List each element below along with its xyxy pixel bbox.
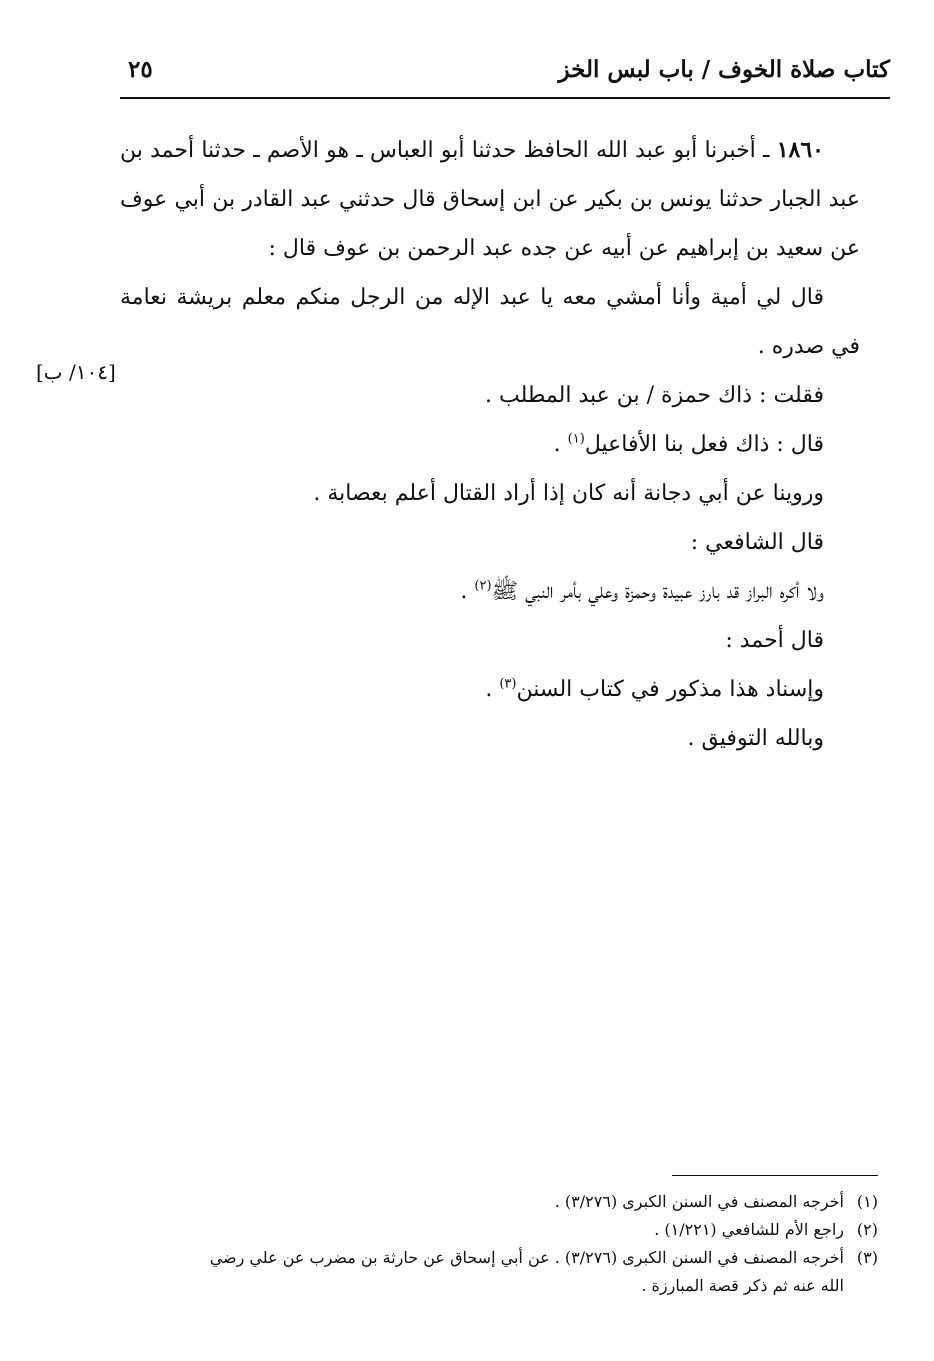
paragraph: قال الشافعي : — [690, 530, 824, 555]
paragraph-text: قال : ذاك فعل بنا الأفاعيل — [584, 432, 824, 457]
footnote-text: أخرجه المصنف في السنن الكبرى (٣/٢٧٦) . — [554, 1192, 844, 1211]
paragraph-end: . — [553, 432, 568, 457]
paragraph-end: . — [460, 579, 475, 604]
paragraph: قال أحمد : — [725, 628, 824, 653]
main-text — [120, 126, 860, 763]
footnote-text: راجع الأم للشافعي (١/٢٢١) . — [654, 1220, 844, 1239]
footnote-ref: (٢) — [474, 578, 492, 594]
paragraph: فقلت : ذاك حمزة / بن عبد المطلب . — [485, 383, 824, 408]
paragraph — [120, 420, 860, 469]
footnote-number: (٣) — [856, 1248, 878, 1267]
isnad-text: ـ أخبرنا أبو عبد الله الحافظ حدثنا أبو العباس ـ هو الأصم ـ حدثنا أحمد بن عبد الجبار حدثنا يونس بن بكير عن ابن إسحاق قال حدثني عبد القادر بن أبي عوف عن سعيد بن إبراهيم عن أبيه عن جده عبد الرحمن بن عوف قال : — [120, 138, 860, 261]
footnote-ref: (٣) — [499, 676, 517, 692]
footnote-rule — [672, 1175, 878, 1176]
paragraph-end: . — [485, 677, 500, 702]
paragraph-text: وإسناد هذا مذكور في كتاب السنن — [516, 677, 824, 702]
footnote-continuation: الله عنه ثم ذكر قصة المبارزة . — [641, 1276, 844, 1295]
footnote-ref: (١) — [567, 431, 585, 447]
footnote-text: أخرجه المصنف في السنن الكبرى (٣/٢٧٦) . عن أبي إسحاق عن حارثة بن مضرب عن علي رضي — [209, 1248, 844, 1267]
hadith-number: ١٨٦٠ — [776, 137, 824, 163]
paragraph: وبالله التوفيق . — [687, 726, 824, 751]
footnote-number: (١) — [856, 1192, 878, 1211]
footnote — [118, 1216, 878, 1244]
paragraph — [120, 567, 860, 616]
footnote — [118, 1244, 878, 1272]
header-rule — [120, 97, 890, 99]
paragraph: قال لي أمية وأنا أمشي معه يا عبد الإله من الرجل منكم معلم بريشة نعامة في صدره . — [120, 285, 860, 359]
footnote-number: (٢) — [856, 1220, 878, 1239]
paragraph — [120, 665, 860, 714]
running-header — [120, 52, 890, 98]
paragraph: وروينا عن أبي دجانة أنه كان إذا أراد القتال أعلم بعصابة . — [313, 481, 824, 506]
footnote — [118, 1188, 878, 1216]
manuscript-folio-note: [١٠٤/ ب] — [36, 360, 116, 384]
paragraph-text: ولا أكره البراز قد بارز عبيدة وحمزة وعلي بأمر النبي ﷺ — [491, 579, 824, 604]
footnotes — [118, 1188, 878, 1300]
hadith-paragraph — [120, 126, 860, 273]
page-number: ٢٥ — [128, 56, 153, 83]
header-title: كتاب صلاة الخوف / باب لبس الخز — [558, 56, 890, 83]
